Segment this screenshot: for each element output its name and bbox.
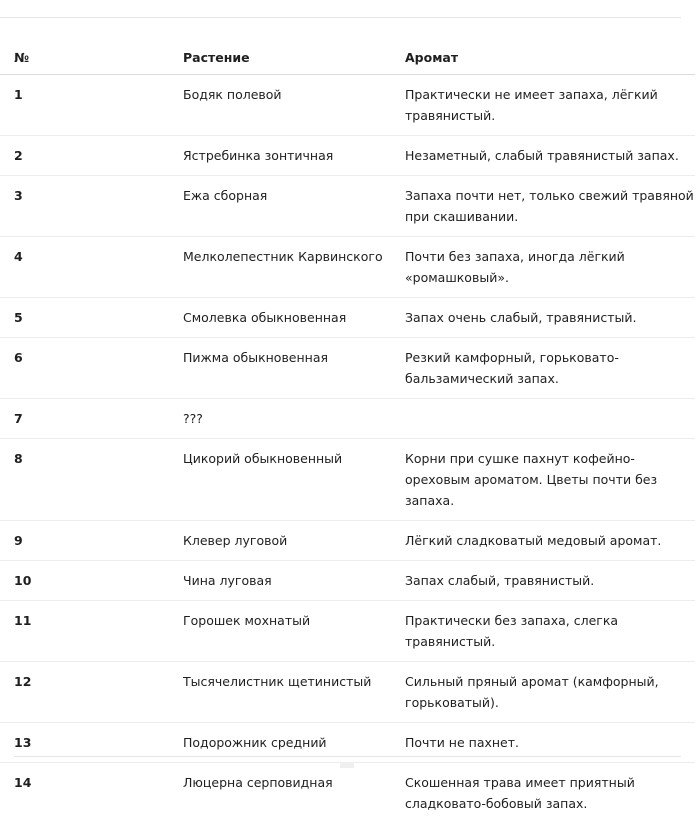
header-number: № (0, 38, 183, 75)
row-aroma: Сильный пряный аромат (камфорный, горьковатый). (405, 662, 695, 723)
row-aroma: Запаха почти нет, только свежий травяной при скашивании. (405, 176, 695, 237)
row-number: 10 (0, 561, 183, 601)
table-header-row (0, 38, 695, 75)
table-row (0, 662, 695, 723)
row-number: 12 (0, 662, 183, 723)
row-number: 3 (0, 176, 183, 237)
row-plant: Люцерна серповидная (183, 763, 405, 823)
row-plant: Смолевка обыкновенная (183, 298, 405, 338)
row-aroma: Запах очень слабый, травянистый. (405, 298, 695, 338)
top-divider (0, 17, 681, 18)
row-aroma: Почти без запаха, иногда лёгкий «ромашковый». (405, 237, 695, 298)
row-plant: Пижма обыкновенная (183, 338, 405, 399)
row-aroma: Незаметный, слабый травянистый запах. (405, 136, 695, 176)
row-number: 13 (0, 723, 183, 763)
table-row (0, 439, 695, 521)
row-plant: Ястребинка зонтичная (183, 136, 405, 176)
table-row (0, 601, 695, 662)
header-plant: Растение (183, 38, 405, 75)
table-row (0, 136, 695, 176)
table-row (0, 521, 695, 561)
row-number: 4 (0, 237, 183, 298)
row-number: 5 (0, 298, 183, 338)
row-plant: Клевер луговой (183, 521, 405, 561)
row-number: 1 (0, 75, 183, 136)
row-aroma: Практически без запаха, слегка травянистый. (405, 601, 695, 662)
table-row (0, 75, 695, 136)
row-aroma: Корни при сушке пахнут кофейно-ореховым ароматом. Цветы почти без запаха. (405, 439, 695, 521)
row-number: 2 (0, 136, 183, 176)
row-number: 11 (0, 601, 183, 662)
row-number: 9 (0, 521, 183, 561)
table-row (0, 399, 695, 439)
table-row (0, 763, 695, 823)
bottom-divider (14, 756, 681, 757)
header-aroma: Аромат (405, 38, 695, 75)
table-row (0, 237, 695, 298)
row-number: 14 (0, 763, 183, 823)
row-plant: Мелколепестник Карвинского (183, 237, 405, 298)
row-plant: ??? (183, 399, 405, 439)
row-plant: Подорожник средний (183, 723, 405, 763)
row-number: 6 (0, 338, 183, 399)
row-aroma: Почти не пахнет. (405, 723, 695, 763)
table-row (0, 561, 695, 601)
row-aroma: Резкий камфорный, горьковато-бальзамический запах. (405, 338, 695, 399)
row-plant: Цикорий обыкновенный (183, 439, 405, 521)
plants-aroma-table (0, 38, 695, 823)
row-plant: Бодяк полевой (183, 75, 405, 136)
scroll-indicator[interactable] (340, 762, 354, 768)
row-aroma: Практически не имеет запаха, лёгкий травянистый. (405, 75, 695, 136)
row-plant: Ежа сборная (183, 176, 405, 237)
table-row (0, 176, 695, 237)
row-aroma: Запах слабый, травянистый. (405, 561, 695, 601)
table-row (0, 338, 695, 399)
row-plant: Чина луговая (183, 561, 405, 601)
row-number: 8 (0, 439, 183, 521)
row-aroma: Скошенная трава имеет приятный сладковато-бобовый запах. (405, 763, 695, 823)
row-aroma (405, 399, 695, 439)
row-aroma: Лёгкий сладковатый медовый аромат. (405, 521, 695, 561)
row-plant: Тысячелистник щетинистый (183, 662, 405, 723)
table-row (0, 298, 695, 338)
row-plant: Горошек мохнатый (183, 601, 405, 662)
row-number: 7 (0, 399, 183, 439)
